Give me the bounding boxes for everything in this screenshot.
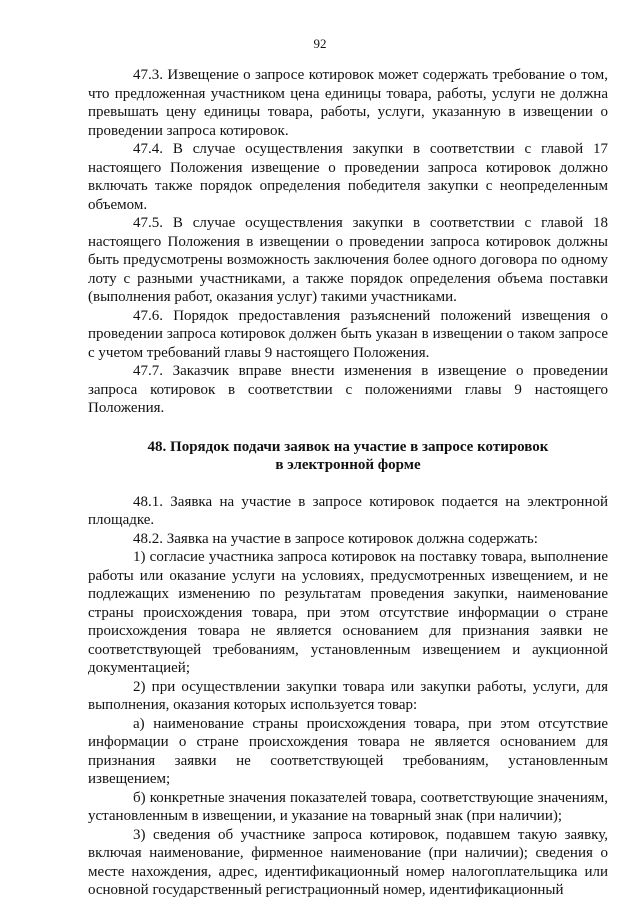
list-item-2b: б) конкретные значения показателей товара, соответствующие значениям, установленным в извещении, и указание на товарный знак (при наличии);	[88, 789, 608, 824]
paragraph-48-2: 48.2. Заявка на участие в запросе котировок должна содержать:	[133, 530, 538, 547]
paragraph-47-3: 47.3. Извещение о запросе котировок может содержать требование о том, что предложенная участником цена единицы товара, работы, услуги не должна превышать цену единицы товара, работы, услуги, указанную в извещении о проведении запроса котировок.	[88, 67, 608, 139]
paragraph-48-1: 48.1. Заявка на участие в запросе котировок подается на электронной площадке.	[88, 493, 608, 528]
list-item-2: 2) при осуществлении закупки товара или закупки работы, услуги, для выполнения, оказания которых используется товар:	[88, 678, 608, 713]
paragraph-47-7: 47.7. Заказчик вправе внести изменения в извещение о проведении запроса котировок в соответствии с положениями главы 9 настоящего Положения.	[88, 363, 608, 416]
section-heading-48	[88, 438, 608, 475]
list-item-3: 3) сведения об участнике запроса котировок, подавшем такую заявку, включая наименование, фирменное наименование (при наличии); сведения о месте нахождения, адрес, идентификационный номер налогоплательщика или основной государственный регистрационный номер, идентификационный	[88, 826, 608, 898]
list-item-2a: а) наименование страны происхождения товара, при этом отсутствие информации о стране происхождения товара не является основанием для признания заявки не соответствующей требованиям, установленным извещением;	[88, 715, 608, 787]
page-content	[88, 66, 608, 900]
paragraph-47-6: 47.6. Порядок предоставления разъяснений положений извещения о проведении запроса котировок должен быть указан в извещении о таком запросе с учетом требований главы 9 настоящего Положения.	[88, 307, 608, 361]
section-heading-line-1: 48. Порядок подачи заявок на участие в запросе котировок	[147, 438, 549, 455]
paragraph-47-5: 47.5. В случае осуществления закупки в соответствии с главой 18 настоящего Положения в извещении о проведении запроса котировок должны быть предусмотрены возможность заключения более одного договора по одному лоту с разными участниками, а также порядок определения объема поставки (выполнения работ, оказания услуг) такими участниками.	[88, 215, 608, 305]
section-heading-line-2: в электронной форме	[275, 457, 421, 473]
list-item-1: 1) согласие участника запроса котировок на поставку товара, выполнение работы или оказание услуги на условиях, предусмотренных извещением, и не подлежащих изменению по результатам проведения закупки, наименование страны происхождения товара, при этом отсутствие информации о стране происхождения товара не является основанием для признания заявки не соответствующей требованиям, установленным извещением и аукционной документацией;	[88, 549, 608, 676]
page-number: 92	[313, 36, 327, 51]
paragraph-47-4: 47.4. В случае осуществления закупки в соответствии с главой 17 настоящего Положения извещение о проведении запроса котировок должно включать также порядок определения победителя закупки с неопределенным объемом.	[88, 141, 608, 213]
